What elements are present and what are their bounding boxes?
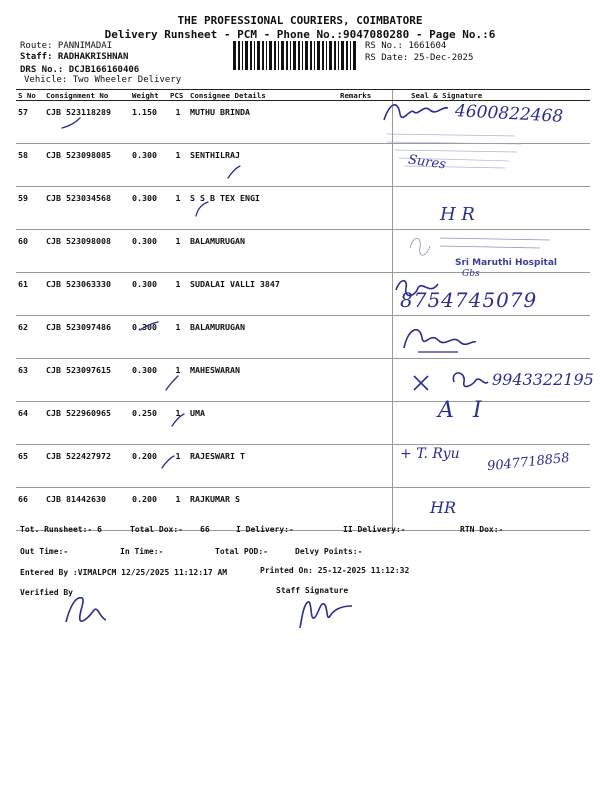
rtn-dox: RTN Dox:- bbox=[460, 525, 504, 534]
entered-by: Entered By :VIMALPCM 12/25/2025 11:12:17 AM bbox=[20, 568, 228, 577]
row-consignment: CJB 523098085 bbox=[44, 144, 130, 187]
total-dox-label: Total Dox:- bbox=[130, 525, 183, 534]
row-sno: 66 bbox=[16, 488, 44, 531]
row-consignee: UMA bbox=[188, 402, 338, 445]
col-consignment: Consignment No bbox=[44, 90, 130, 101]
handwritten-phone-63: 9943322195 bbox=[492, 370, 594, 389]
col-remarks: Remarks bbox=[338, 90, 393, 101]
row-consignee: BALAMURUGAN bbox=[188, 230, 338, 273]
i-delivery: I Delivery:- bbox=[236, 525, 294, 534]
row-consignment: CJB 522427972 bbox=[44, 445, 130, 488]
row-weight: 0.300 bbox=[130, 316, 168, 359]
handwritten-initials-59: H R bbox=[440, 204, 475, 225]
row-weight: 0.300 bbox=[130, 230, 168, 273]
verified-by-label: Verified By bbox=[20, 588, 73, 597]
row-pcs: 1 bbox=[168, 316, 188, 359]
row-consignee: BALAMURUGAN bbox=[188, 316, 338, 359]
col-seal: Seal & Signature bbox=[393, 90, 591, 101]
delvy-points: Delvy Points:- bbox=[295, 547, 363, 556]
row-sno: 57 bbox=[16, 101, 44, 144]
total-dox-value: 66 bbox=[200, 525, 210, 534]
company-name: THE PROFESSIONAL COURIERS, COIMBATORE bbox=[177, 14, 423, 27]
row-weight: 0.300 bbox=[130, 273, 168, 316]
row-consignment: CJB 523063330 bbox=[44, 273, 130, 316]
row-weight: 0.200 bbox=[130, 488, 168, 531]
row-pcs: 1 bbox=[168, 445, 188, 488]
row-pcs: 1 bbox=[168, 488, 188, 531]
staff-label: Staff: RADHAKRISHNAN bbox=[20, 52, 129, 62]
row-pcs: 1 bbox=[168, 230, 188, 273]
handwritten-phone-61: 8754745079 bbox=[400, 288, 538, 312]
col-sno: S No bbox=[16, 90, 44, 101]
row-weight: 0.300 bbox=[130, 144, 168, 187]
row-weight: 1.150 bbox=[130, 101, 168, 144]
col-consignee: Consignee Details bbox=[188, 90, 338, 101]
row-consignment: CJB 523098008 bbox=[44, 230, 130, 273]
row-sno: 64 bbox=[16, 402, 44, 445]
total-pod: Total POD:- bbox=[215, 547, 268, 556]
handwritten-note-60: Gbs bbox=[462, 269, 480, 279]
row-consignment: CJB 522960965 bbox=[44, 402, 130, 445]
row-consignee: MAHESWARAN bbox=[188, 359, 338, 402]
row-weight: 0.300 bbox=[130, 359, 168, 402]
handwritten-name-58: Sures bbox=[407, 152, 447, 173]
row-weight: 0.300 bbox=[130, 187, 168, 230]
printed-on: Printed On: 25-12-2025 11:12:32 bbox=[260, 566, 410, 575]
row-sno: 65 bbox=[16, 445, 44, 488]
staff-signature bbox=[296, 596, 356, 630]
rs-number: RS No.: 1661604 bbox=[365, 41, 447, 51]
row-consignee: SUDALAI VALLI 3847 bbox=[188, 273, 338, 316]
tot-runsheet: Tot. Runsheet:- 6 bbox=[20, 525, 102, 534]
row-sno: 59 bbox=[16, 187, 44, 230]
row-sno: 63 bbox=[16, 359, 44, 402]
row-sno: 61 bbox=[16, 273, 44, 316]
row-pcs: 1 bbox=[168, 101, 188, 144]
row-consignee: SENTHILRAJ bbox=[188, 144, 338, 187]
row-consignment: CJB 523118289 bbox=[44, 101, 130, 144]
staff-signature-label: Staff Signature bbox=[276, 586, 349, 595]
runsheet-subtitle: Delivery Runsheet - PCM - Phone No.:9047080280 - Page No.:6 bbox=[104, 28, 496, 41]
route-label: Route: PANNIMADAI bbox=[20, 41, 113, 51]
row-pcs: 1 bbox=[168, 187, 188, 230]
handwritten-initials-66: HR bbox=[430, 498, 456, 517]
rs-date: RS Date: 25-Dec-2025 bbox=[365, 53, 474, 63]
row-consignee: S S B TEX ENGI bbox=[188, 187, 338, 230]
handwritten-name-65-text: T. Ryu bbox=[416, 446, 460, 462]
in-time: In Time:- bbox=[120, 547, 164, 556]
row-pcs: 1 bbox=[168, 273, 188, 316]
row-sno: 58 bbox=[16, 144, 44, 187]
row-consignee: MUTHU BRINDA bbox=[188, 101, 338, 144]
handwritten-initials-64: A I bbox=[438, 398, 488, 423]
row-weight: 0.250 bbox=[130, 402, 168, 445]
handwritten-phone-65: 9047718858 bbox=[486, 450, 571, 475]
handwritten-name-65: + T. Ryu bbox=[400, 446, 460, 462]
ii-delivery: II Delivery:- bbox=[343, 525, 406, 534]
row-consignment: CJB 81442630 bbox=[44, 488, 130, 531]
vehicle-label: Vehicle: Two Wheeler Delivery bbox=[24, 75, 182, 85]
out-time: Out Time:- bbox=[20, 547, 69, 556]
handwritten-phone-57: 4600822468 bbox=[454, 101, 564, 127]
row-consignment: CJB 523097615 bbox=[44, 359, 130, 402]
row-pcs: 1 bbox=[168, 359, 188, 402]
verified-by-signature bbox=[60, 592, 110, 626]
row-consignee: RAJESWARI T bbox=[188, 445, 338, 488]
row-consignment: CJB 523097486 bbox=[44, 316, 130, 359]
row-pcs: 1 bbox=[168, 144, 188, 187]
row-consignee: RAJKUMAR S bbox=[188, 488, 338, 531]
row-weight: 0.200 bbox=[130, 445, 168, 488]
col-pcs: PCS bbox=[168, 90, 188, 101]
col-weight: Weight bbox=[130, 90, 168, 101]
row-sno: 62 bbox=[16, 316, 44, 359]
row-sno: 60 bbox=[16, 230, 44, 273]
drs-number: DRS No.: DCJB166160406 bbox=[20, 65, 140, 75]
stamp-hospital-name: Sri Maruthi Hospital bbox=[455, 258, 558, 268]
row-pcs: 1 bbox=[168, 402, 188, 445]
row-consignment: CJB 523034568 bbox=[44, 187, 130, 230]
